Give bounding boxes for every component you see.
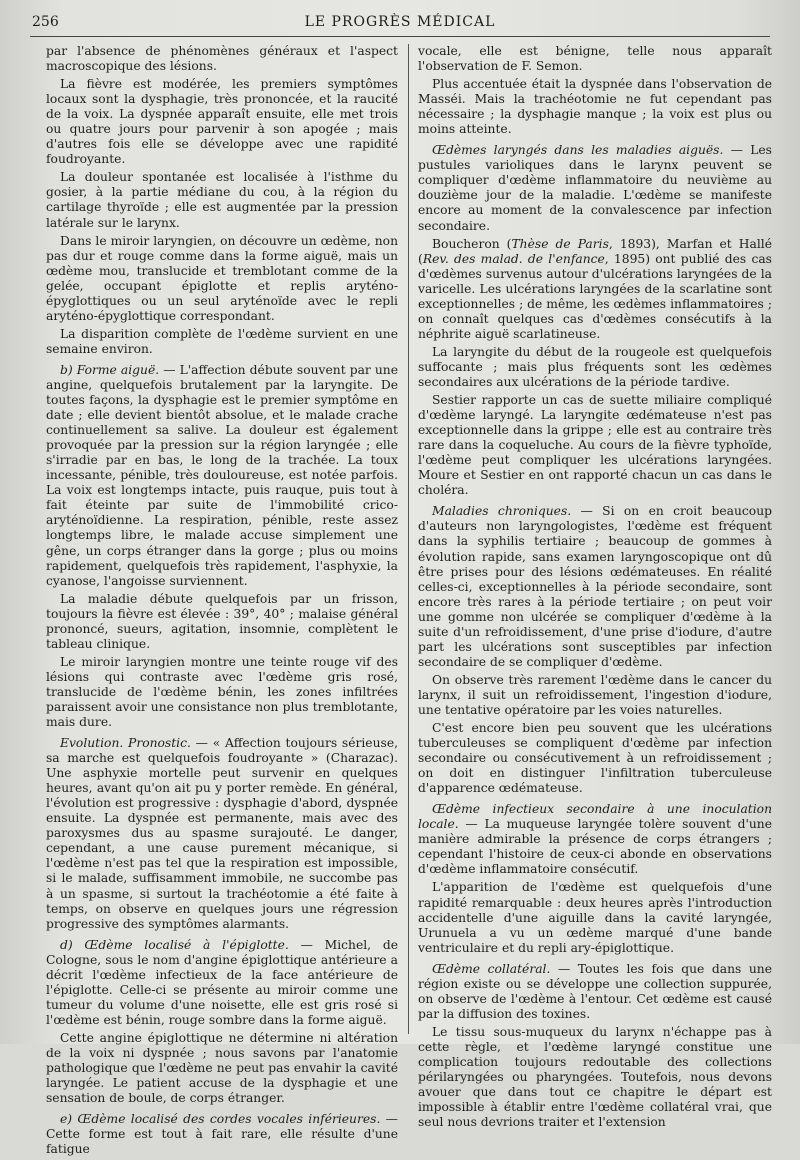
section-heading: Œdème collatéral.	[432, 961, 551, 976]
paragraph: Cette angine épiglottique ne détermine ni altération de la voix ni dyspnée ; nous savons par l'anatomie pathologique que l'œdème ne peut pas envahir la cavité laryngée. Le patient accuse de la dysphagie et une sensation de boule, de corps étranger.	[46, 1030, 398, 1106]
section-paragraph	[418, 143, 772, 233]
citation: Rev. des malad. de l'enfance	[422, 251, 605, 266]
paragraph: La laryngite du début de la rougeole est quelquefois suffocante ; mais plus fréquents sont les œdèmes secondaires aux ulcérations de la période tardive.	[418, 344, 772, 389]
paragraph	[418, 237, 772, 342]
section-paragraph	[418, 504, 772, 670]
paragraph: La douleur spontanée est localisée à l'isthme du gosier, à la partie médiane du cou, à la région du cartilage thyroïde ; elle est augmentée par la pression latérale sur le larynx.	[46, 170, 398, 230]
paragraph: Plus accentuée était la dyspnée dans l'observation de Masséi. Mais la trachéotomie ne fut cependant pas nécessaire ; la dysphagie manque ; la voix est plus ou moins atteinte.	[418, 77, 772, 137]
paragraph: L'apparition de l'œdème est quelquefois d'une rapidité remarquable : deux heures après l'introduction accidentelle d'une aiguille dans la cavité laryngée, Urunuela a vu un œdème marqué d'une bande ventriculaire et du repli ary-épiglottique.	[418, 880, 772, 955]
text-run: , 1895) ont publié des cas d'œdèmes survenus autour d'ulcérations laryngées de la varicelle. Les ulcérations laryngées de la scarlatine sont exceptionnelles ; de même, les œdèmes inflammatoires ; on connaît quelques cas d'œdèmes consécutifs à la néphrite aiguë scarlatineuse.	[418, 251, 772, 341]
section-heading: b) Forme aiguë.	[60, 362, 160, 377]
page-header	[30, 10, 770, 37]
section-heading: d) Œdème localisé à l'épiglotte.	[60, 937, 289, 952]
section-paragraph	[418, 962, 772, 1022]
section-text: — La muqueuse laryngée tolère souvent d'une manière admirable la présence de corps étrangers ; cependant l'histoire de ceux-ci abonde en observations d'œdème inflammatoire consécutif.	[418, 817, 772, 877]
section-paragraph	[46, 1112, 398, 1157]
paragraph: On observe très rarement l'œdème dans le cancer du larynx, il suit un refroidissement, l'ingestion d'iodure, une tentative opératoire par les voies naturelles.	[418, 672, 772, 717]
section-paragraph	[46, 363, 398, 589]
citation: Thèse de Paris	[511, 236, 609, 251]
paragraph: La fièvre est modérée, les premiers symptômes locaux sont la dysphagie, très prononcée, et la raucité de la voix. La dyspnée apparaît ensuite, elle met trois ou quatre jours pour parvenir à son apogée ; mais d'autres fois elle se développe avec une rapidité foudroyante.	[46, 77, 398, 167]
section-text: — Si on en croit beaucoup d'auteurs non laryngologistes, l'œdème est fréquent dans la syphilis tertiaire ; beaucoup de gommes à évolution rapide, sans examen laryngoscopique ont dû être prises pour des lésions œdémateuses. En réalité celles-ci, exceptionnelles à la période secondaire, sont encore très rares à la période tertiaire ; on peut voir une gomme non ulcérée se compliquer d'œdème à la suite d'un refroidissement, d'une prise d'iodure, d'autre part les ulcérations sont susceptibles par infection secondaire de se compliquer d'œdème.	[418, 504, 773, 669]
section-text: — L'affection débute souvent par une angine, quelquefois brutalement par la laryngite. De toutes façons, la dysphagie est le premier symptôme en date ; elle devient bientôt absolue, et le malade crache continuellement sa salive. La douleur est également provoquée par la pression sur la région laryngée ; elle s'irradie par en bas, le long de la trachée. La toux incessante, pénible, très douloureuse, est notée parfois. La voix est longtemps intacte, puis rauque, puis tout à fait éteinte par suite de l'immobilité crico-aryténoïdienne. La respiration, pénible, reste assez longtemps libre, le malade accuse simplement une gêne, un corps étranger dans la gorge ; plus ou moins rapidement, quelquefois très rapidement, l'asphyxie, la cyanose, l'angoisse surviennent.	[46, 362, 398, 588]
paragraph: La maladie débute quelquefois par un frisson, toujours la fièvre est élevée : 39°, 40° ; malaise général prononcé, sueurs, agitation, insomnie, complètent le tableau clinique.	[46, 591, 398, 651]
paragraph: La disparition complète de l'œdème survient en une semaine environ.	[46, 326, 398, 356]
paragraph: C'est encore bien peu souvent que les ulcérations tuberculeuses se compliquent d'œdème par infection secondaire ou consécutivement à un refroidissement ; on doit en distinguer l'infiltration tuberculeuse d'apparence œdémateuse.	[418, 721, 772, 796]
paragraph: par l'absence de phénomènes généraux et l'aspect macroscopique des lésions.	[46, 44, 398, 74]
section-text: — Cette forme est tout à fait rare, elle résulte d'une fatigue	[46, 1112, 398, 1157]
section-paragraph	[418, 802, 772, 877]
paragraph: Le tissu sous-muqueux du larynx n'échappe pas à cette règle, et l'œdème laryngé constitue une complication toujours redoutable des collections périlaryngées ou pharyngées. Toutefois, nous devons avouer que dans tout ce chapitre le départ est impossible à établir entre l'œdème collatéral vrai, que seul nous devrions traiter et l'extension	[418, 1024, 772, 1130]
journal-title: LE PROGRÈS MÉDICAL	[304, 14, 496, 30]
right-column	[418, 44, 772, 1133]
paragraph: vocale, elle est bénigne, telle nous apparaît l'observation de F. Semon.	[418, 44, 772, 74]
section-paragraph	[46, 938, 398, 1028]
section-paragraph	[46, 736, 398, 932]
section-heading: Maladies chroniques.	[432, 504, 572, 519]
section-heading: Œdème infectieux secondaire à une inoculation locale.	[418, 802, 772, 832]
paragraph: Sestier rapporte un cas de suette miliaire compliqué d'œdème laryngé. La laryngite œdémateuse n'est pas exceptionnelle dans la grippe ; elle est au contraire très rare dans la coqueluche. Au cours de la fièvre typhoïde, l'œdème peut compliquer les ulcérations laryngées. Moure et Sestier en ont rapporté chacun un cas dans le choléra.	[418, 393, 772, 498]
page-number: 256	[32, 14, 59, 30]
text-run: Boucheron (	[432, 236, 512, 251]
section-heading: Œdèmes laryngés dans les maladies aiguës.	[432, 143, 724, 158]
left-column	[46, 44, 398, 1160]
paragraph: Dans le miroir laryngien, on découvre un œdème, non pas dur et rouge comme dans la forme aiguë, mais un œdème mou, translucide et tremblotant comme de la gelée, occupant épiglotte et replis aryténo-épyglottiques ou un seul aryténoïde avec le repli aryténo-épyglottique correspondant.	[46, 233, 398, 323]
section-text: — « Affection toujours sérieuse, sa marche est quelquefois foudroyante » (Charazac). Une asphyxie mortelle peut survenir en quelques heures, avant qu'on ait pu y porter remède. En général, l'évolution est progressive : dysphagie d'abord, dyspnée ensuite. La dyspnée est permanente, mais avec des paroxysmes dus au spasme surajouté. Le danger, cependant, a une cause purement mécanique, si l'œdème n'est pas tel que la respiration est impossible, si le malade, suffisamment immobile, ne succombe pas à un spasme, si surtout la trachéotomie a été faite à temps, on observe en quelques jours une régression progressive des symptômes alarmants.	[46, 736, 399, 931]
section-heading: e) Œdème localisé des cordes vocales inférieures.	[60, 1112, 381, 1127]
paragraph: Le miroir laryngien montre une teinte rouge vif des lésions qui contraste avec l'œdème gris rosé, translucide de l'œdème bénin, les zones infiltrées paraissent avoir une consistance non plus tremblotante, mais dure.	[46, 654, 398, 730]
column-divider	[408, 44, 409, 1034]
section-text: — Michel, de Cologne, sous le nom d'angine épiglottique antérieure a décrit l'œdème infectieux de la face antérieure de l'épiglotte. Celle-ci se présente au miroir comme une tumeur du volume d'une noisette, elle est gris rosé si l'œdème est bénin, rouge sombre dans la forme aiguë.	[46, 937, 398, 1027]
section-text: — Les pustules varioliques dans le larynx peuvent se compliquer d'œdème inflammatoire du neuvième au douzième jour de la maladie. L'œdème se manifeste encore au moment de la convalescence par infection secondaire.	[418, 143, 772, 233]
section-text: — Toutes les fois que dans une région existe ou se développe une collection suppurée, on observe de l'œdème à l'entour. Cet œdème est causé par la diffusion des toxines.	[418, 961, 772, 1021]
text-run: , 1893), Marfan et Hallé (	[418, 236, 772, 266]
section-heading: Evolution. Pronostic.	[60, 736, 191, 751]
